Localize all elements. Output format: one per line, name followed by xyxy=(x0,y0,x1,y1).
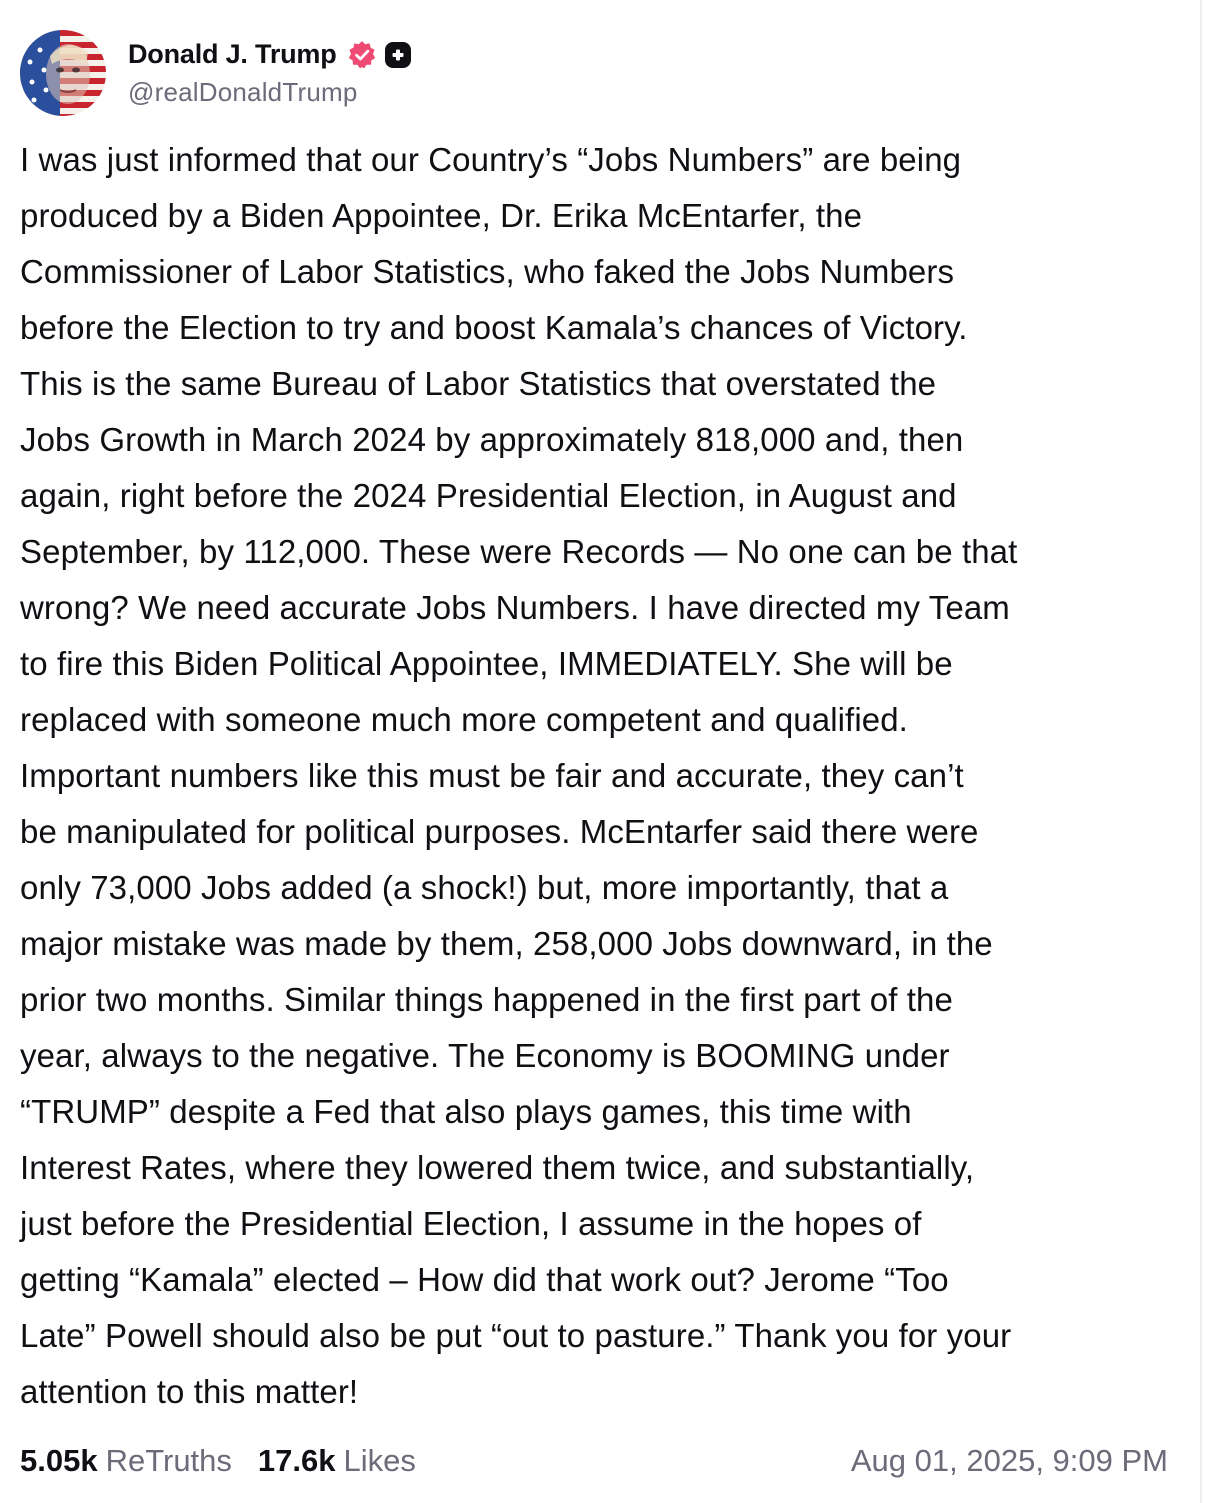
post-timestamp[interactable]: Aug 01, 2025, 9:09 PM xyxy=(850,1443,1168,1478)
retruths-label: ReTruths xyxy=(105,1443,232,1478)
post-card xyxy=(20,28,1170,1420)
post-footer xyxy=(20,1438,1168,1484)
avatar[interactable] xyxy=(20,30,106,116)
post-header xyxy=(20,28,1170,118)
retruths-count: 5.05k xyxy=(20,1443,98,1478)
likes-count: 17.6k xyxy=(257,1443,336,1478)
author-handle[interactable]: @realDonaldTrump xyxy=(128,76,358,107)
likes-label: Likes xyxy=(343,1443,416,1478)
likes-stat[interactable] xyxy=(258,1443,416,1479)
right-divider xyxy=(1200,0,1202,1503)
plus-badge-icon xyxy=(384,41,412,69)
retruths-stat[interactable] xyxy=(20,1443,232,1479)
author-identity xyxy=(128,35,412,108)
post-body-text: I was just informed that our Country’s “Jobs Numbers” are being produced by a Biden Appointee, Dr. Erika McEntarfer, the Commissioner of Labor Statistics, who faked the Jobs Numbers before the Election to try and boost Kamala’s chances of Victory. This is the same Bureau of Labor Statistics that overstated the Jobs Growth in March 2024 by approximately 818,000 and, then again, right before the 2024 Presidential Election, in August and September, by 112,000. These were Records — No one can be that wrong? We need accurate Jobs Numbers. I have directed my Team to fire this Biden Political Appointee, IMMEDIATELY. She will be replaced with someone much more competent and qualified. Important numbers like this must be fair and accurate, they can’t be manipulated for political purposes. McEntarfer said there were only 73,000 Jobs added (a shock!) but, more importantly, that a major mistake was made by them, 258,000 Jobs downward, in the prior two months. Similar things happened in the first part of the year, always to the negative. The Economy is BOOMING under “TRUMP” despite a Fed that also plays games, this time with Interest Rates, where they lowered them twice, and substantially, just before the Presidential Election, I assume in the hopes of getting “Kamala” elected – How did that work out? Jerome “Too Late” Powell should also be put “out to pasture.” Thank you for your attention to this matter! xyxy=(20,141,1018,1410)
name-row xyxy=(128,35,412,75)
verified-badge-icon xyxy=(347,40,377,70)
author-display-name[interactable]: Donald J. Trump xyxy=(128,39,337,69)
